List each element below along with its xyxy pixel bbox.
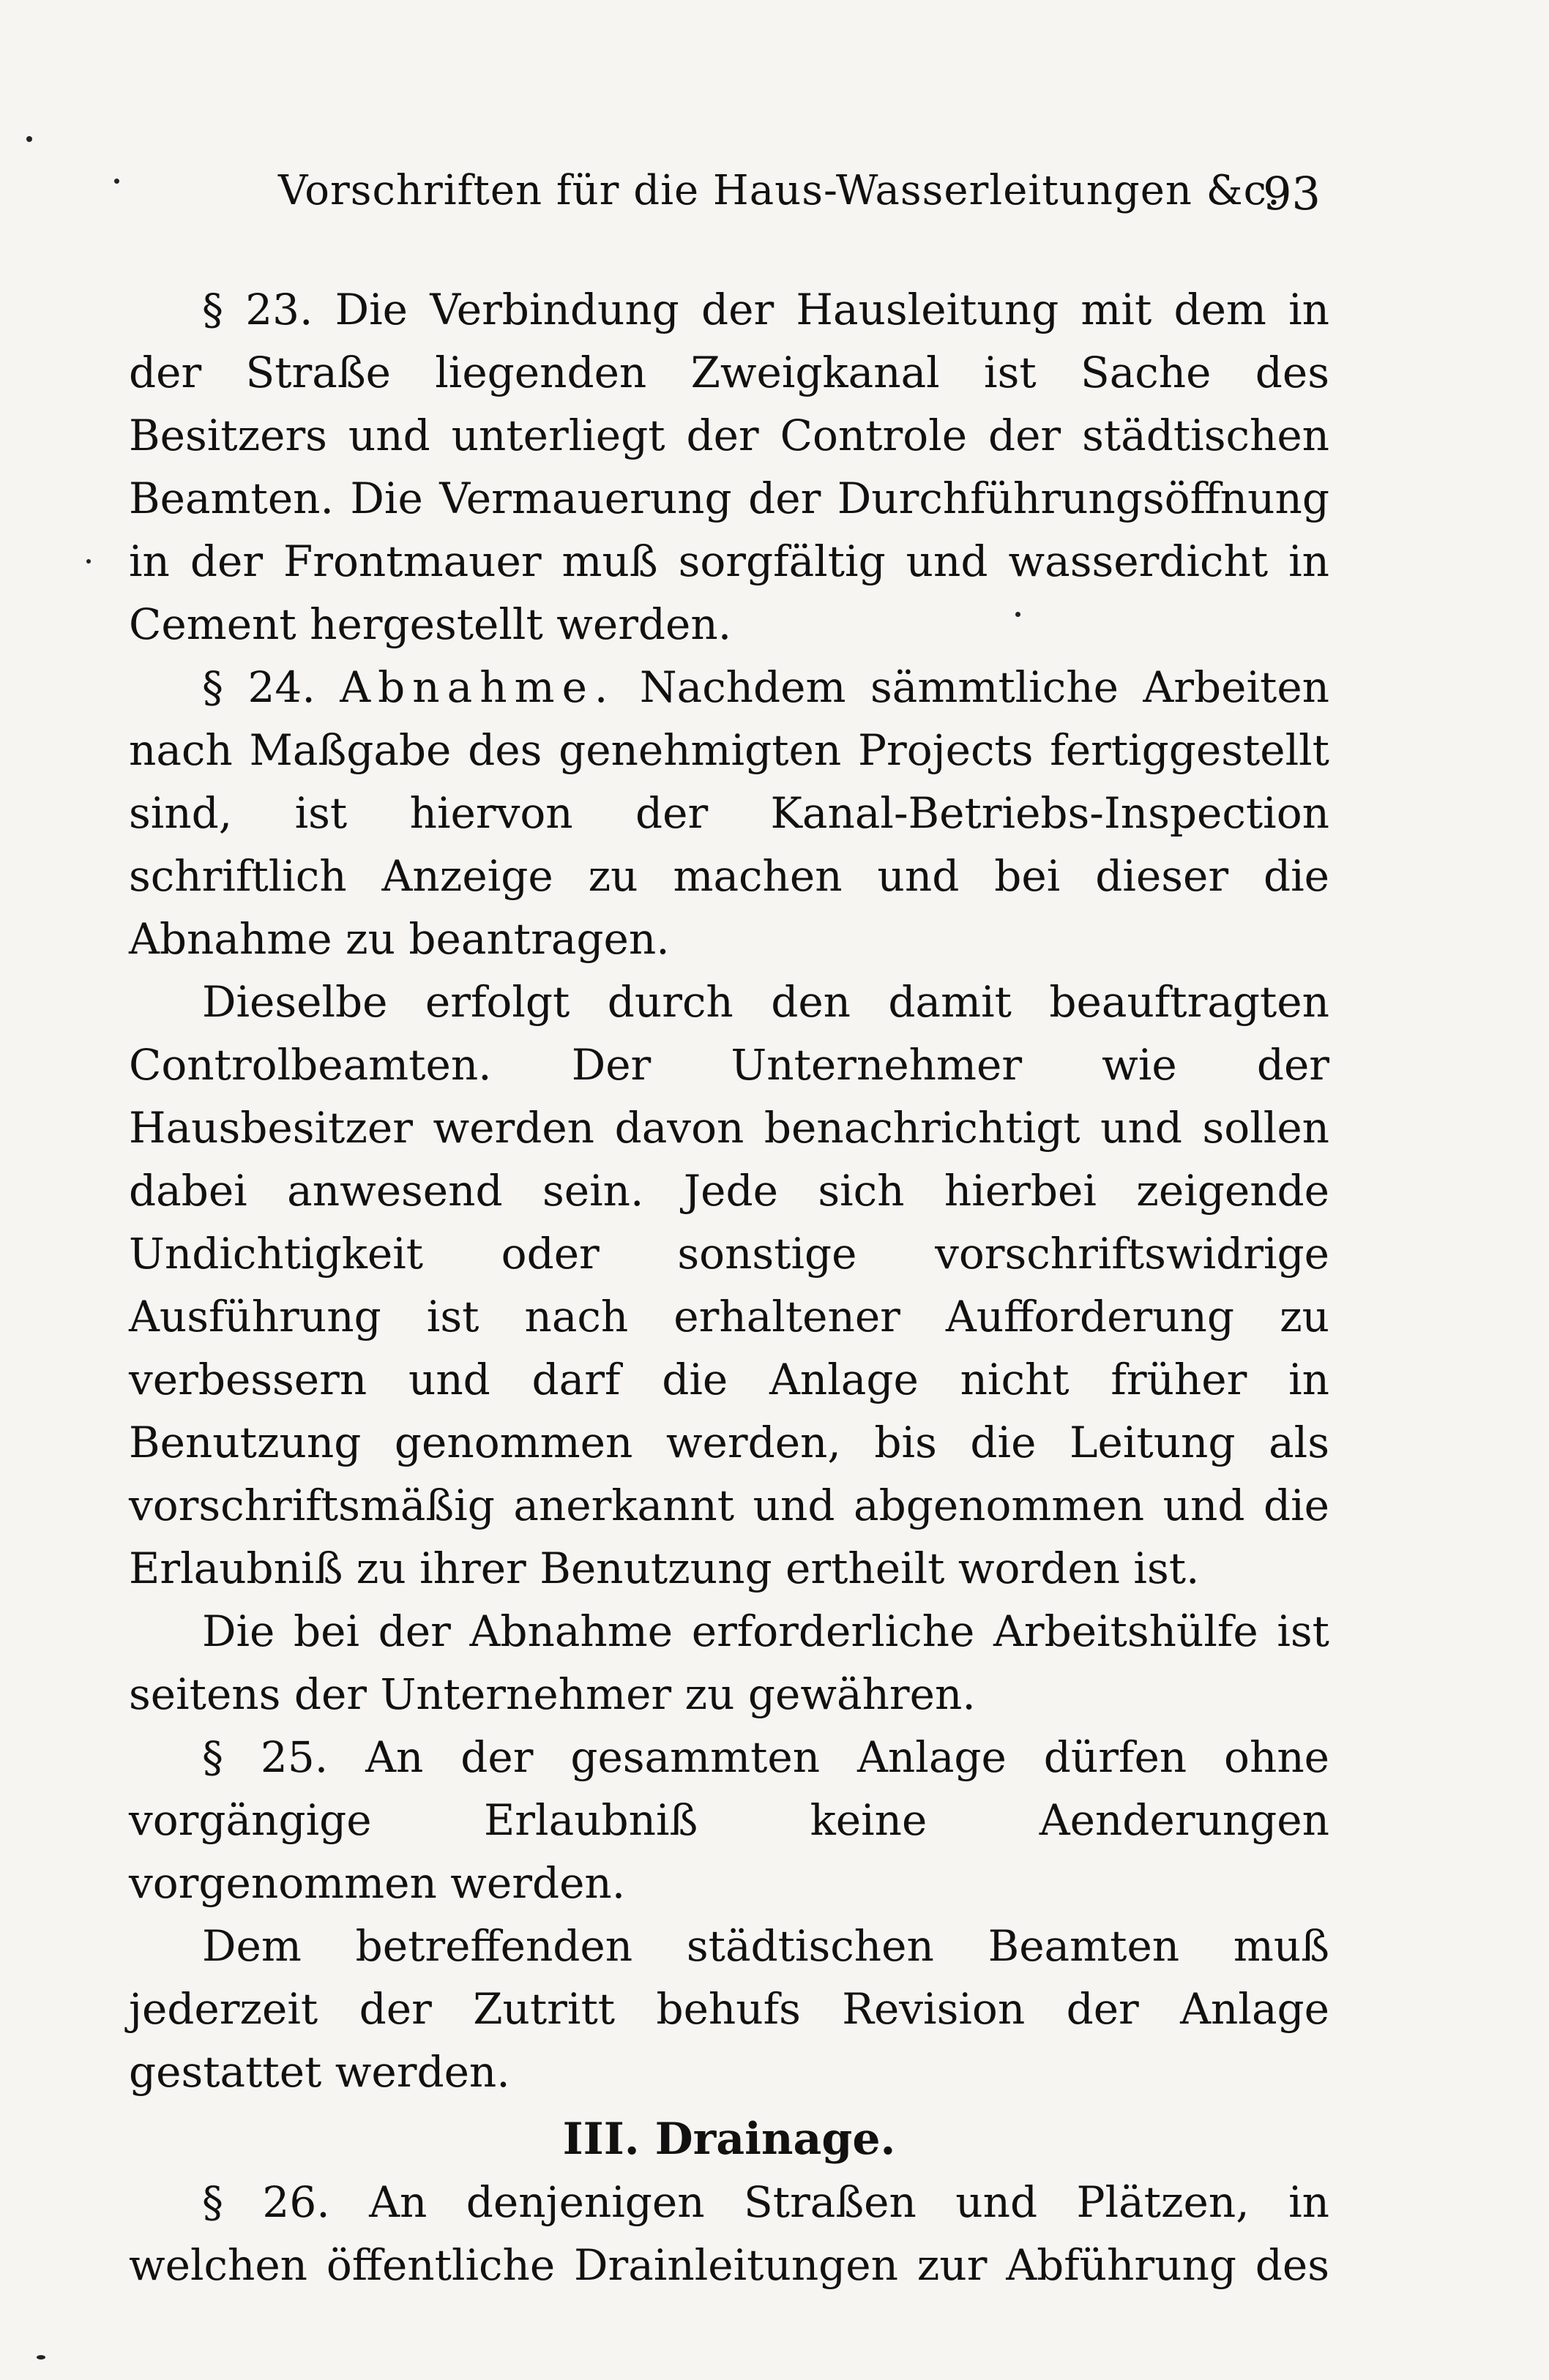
section-24-title: Abnahme. — [340, 662, 616, 712]
paragraph-section-25: § 25. An der gesammten Anlage dürfen ohne vorgängige Erlaubniß keine Aenderungen vorgenommen werden. — [129, 1732, 1329, 1908]
paragraph-labour: Die bei der Abnahme erforderliche Arbeitshülfe ist seitens der Unternehmer zu gewähren. — [129, 1606, 1329, 1719]
page-number: 93 — [1263, 167, 1321, 220]
body-text — [129, 278, 1329, 2297]
paragraph-section-26: § 26. An denjenigen Straßen und Plätzen, in welchen öffentliche Drainleitungen zur Abführung des — [129, 2177, 1329, 2290]
scan-speck — [114, 179, 119, 184]
section-heading: III. Drainage. — [562, 2114, 896, 2165]
scan-speck — [86, 559, 91, 564]
running-head — [0, 167, 1549, 225]
paragraph-section-23: § 23. Die Verbindung der Hausleitung mit dem in der Straße liegenden Zweigkanal ist Sache des Besitzers und unterliegt der Controle der städtischen Beamten. Die Vermauerung der Durchführungsöffnung in der Frontmauer muß sorgfältig und wasserdicht in Cement hergestellt werden. — [129, 285, 1329, 649]
running-title: Vorschriften für die Haus-Wasserleitungen &c. — [278, 167, 1281, 214]
section-24-text: Nachdem sämmtliche Arbeiten nach Maßgabe des genehmigten Projects fertiggestellt sind, ist hiervon der Kanal-Betriebs-Inspection schriftlich Anzeige zu machen und bei dieser die Abnahme zu beantragen. — [129, 662, 1330, 964]
scan-speck — [26, 136, 32, 142]
scan-speck — [37, 2355, 45, 2360]
section-24-number: § 24. — [202, 662, 316, 712]
paragraph-section-24 — [129, 656, 1329, 970]
scan-speck — [1015, 612, 1020, 617]
paragraph-revision: Dem betreffenden städtischen Beamten muß jederzeit der Zutritt behufs Revision der Anlage gestattet werden. — [129, 1921, 1329, 2097]
paragraph-inspection: Dieselbe erfolgt durch den damit beauftragten Controlbeamten. Der Unternehmer wie der Hausbesitzer werden davon benachrichtigt und sollen dabei anwesend sein. Jede sich hierbei zeigende Undichtigkeit oder sonstige vorschriftswidrige Ausführung ist nach erhaltener Aufforderung zu verbessern und darf die Anlage nicht früher in Benutzung genommen werden, bis die Leitung als vorschriftsmäßig anerkannt und abgenommen und die Erlaubniß zu ihrer Benutzung ertheilt worden ist. — [129, 977, 1329, 1593]
